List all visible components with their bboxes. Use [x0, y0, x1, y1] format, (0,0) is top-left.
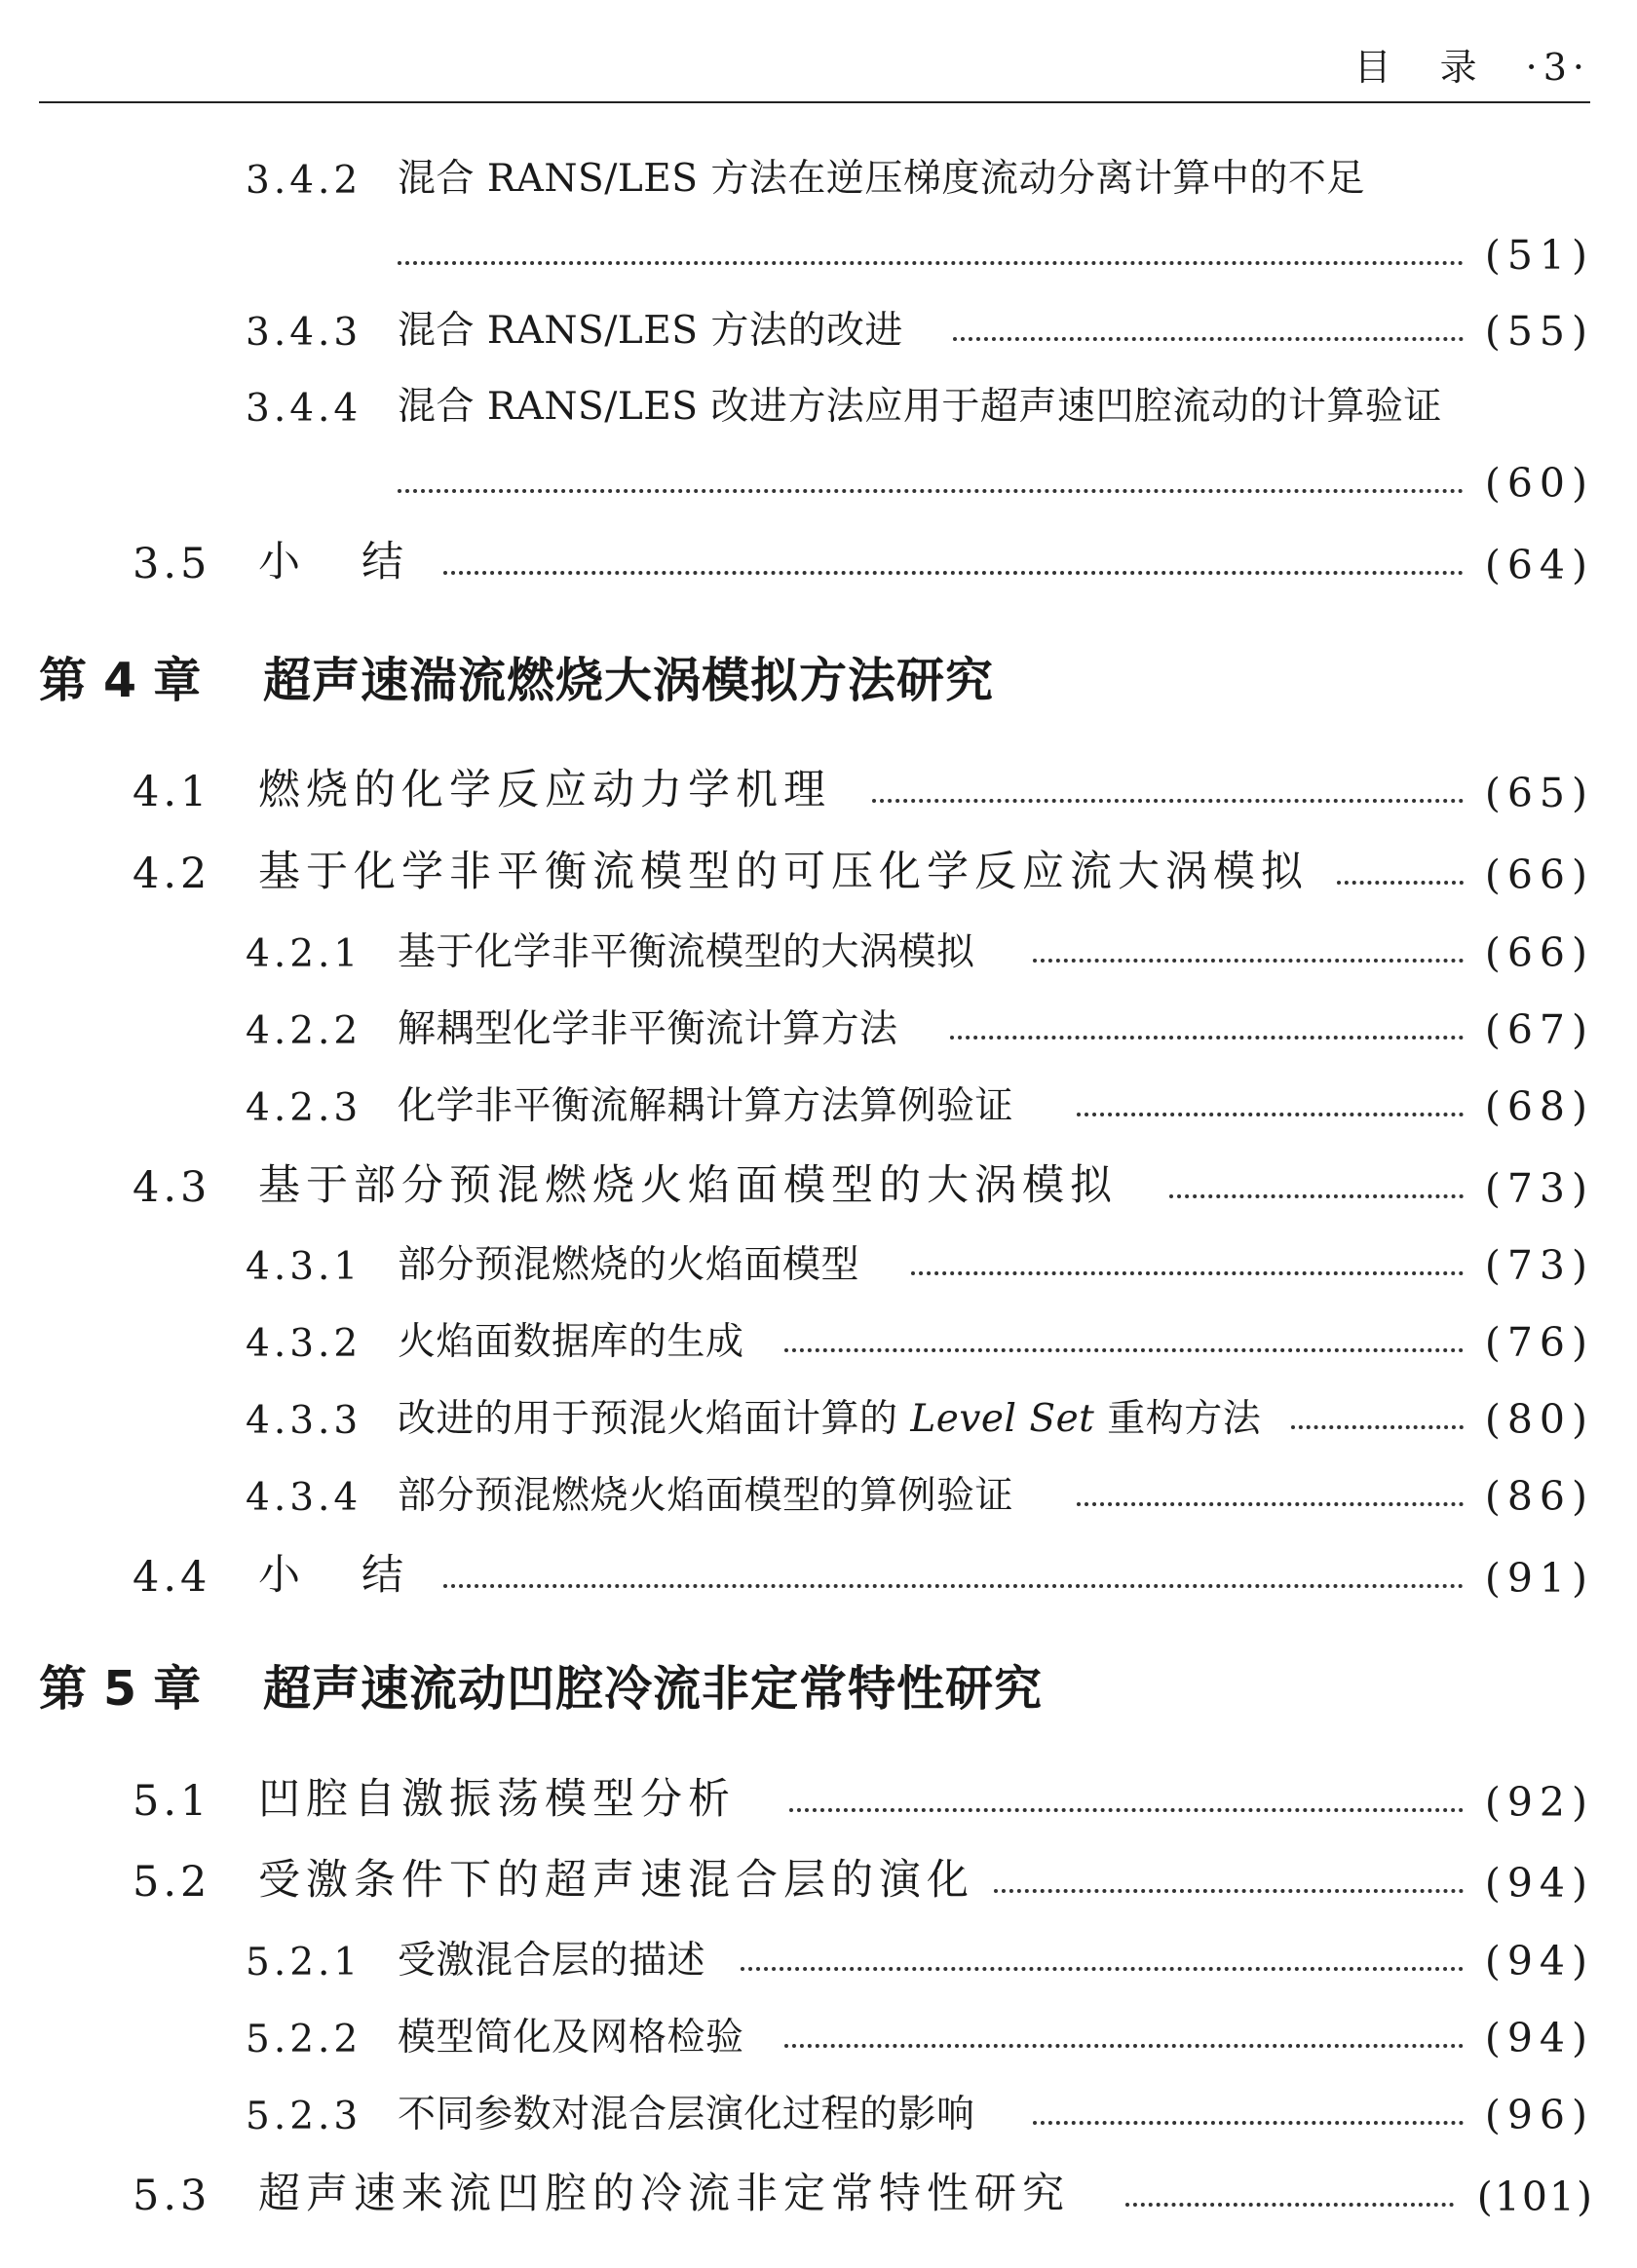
dot-leader: [872, 799, 1464, 803]
toc-entry[interactable]: [0, 2166, 1637, 2220]
dot-leader: [950, 1036, 1464, 1040]
entry-number: 4.1: [133, 768, 211, 816]
entry-number: 3.4.4: [246, 387, 362, 431]
page-number: (86): [1484, 1473, 1594, 1520]
entry-title-part: 重构方法: [1094, 1397, 1262, 1441]
dot-leader: [1077, 1502, 1464, 1506]
entry-number: 4.2.2: [246, 1009, 362, 1053]
toc-entry[interactable]: [0, 534, 1637, 588]
toc-entry[interactable]: [0, 762, 1637, 816]
dot-leader: [1077, 1113, 1464, 1116]
page-number: (64): [1484, 542, 1594, 588]
page-number: (92): [1484, 1779, 1594, 1826]
toc-entry[interactable]: [0, 999, 1637, 1053]
entry-title: 化学非平衡流解耦计算方法算例验证: [398, 1084, 1014, 1128]
dot-leader: [398, 261, 1464, 265]
chapter-title: 超声速流动凹腔冷流非定常特性研究: [263, 1661, 1044, 1717]
dot-leader: [784, 2044, 1464, 2048]
dot-leader: [911, 1271, 1464, 1275]
entry-title: 部分预混燃烧的火焰面模型: [398, 1243, 860, 1287]
entry-title: 凹腔自激振荡模型分析: [258, 1775, 736, 1824]
entry-title: 混合 RANS/LES 方法的改进: [398, 309, 903, 353]
entry-title-part: 改进的用于预混火焰面计算的: [398, 1397, 911, 1441]
toc-entry[interactable]: [0, 2084, 1637, 2138]
entry-number: 3.5: [133, 540, 211, 588]
toc-entry[interactable]: [0, 844, 1637, 898]
entry-title: 受激混合层的描述: [398, 1939, 706, 1983]
page-number: (94): [1484, 1938, 1594, 1984]
dot-leader: [1033, 2121, 1464, 2125]
toc-entry[interactable]: [0, 1234, 1637, 1289]
dot-leader: [1125, 2203, 1454, 2207]
entry-number: 4.3.2: [246, 1322, 362, 1366]
entry-title: 混合 RANS/LES 方法在逆压梯度流动分离计算中的不足: [398, 157, 1365, 201]
chapter-heading[interactable]: [39, 1651, 1043, 1720]
page-number: (73): [1484, 1242, 1594, 1289]
entry-number: 3.4.3: [246, 311, 362, 355]
page-number: (55): [1484, 308, 1594, 355]
toc-entry[interactable]: [0, 1076, 1637, 1130]
header-rule: [39, 101, 1590, 103]
entry-number: 3.4.2: [246, 159, 362, 203]
toc-entry[interactable]: [0, 376, 1637, 431]
entry-title: [398, 1388, 1261, 1443]
toc-entry[interactable]: [0, 1852, 1637, 1907]
page-number: (68): [1484, 1083, 1594, 1130]
entry-number: 4.2.3: [246, 1086, 362, 1130]
entry-title: 基于化学非平衡流模型的可压化学反应流大涡模拟: [258, 848, 1309, 896]
chapter-number: 第 4 章: [39, 653, 202, 708]
page-number: (96): [1484, 2092, 1594, 2138]
page-number: (76): [1484, 1319, 1594, 1366]
toc-entry[interactable]: [0, 1311, 1637, 1366]
toc-entry[interactable]: [0, 148, 1637, 203]
page-number: (65): [1484, 770, 1594, 816]
dot-leader: [443, 571, 1464, 575]
entry-title: 基于化学非平衡流模型的大涡模拟: [398, 930, 975, 974]
dot-leader: [784, 1348, 1464, 1352]
entry-title: 部分预混燃烧火焰面模型的算例验证: [398, 1474, 1014, 1518]
page-number: (66): [1484, 929, 1594, 976]
entry-number: 5.2.3: [246, 2095, 362, 2138]
dot-leader: [398, 489, 1464, 493]
dot-leader: [994, 1889, 1464, 1893]
page-number: (67): [1484, 1006, 1594, 1053]
entry-title: 解耦型化学非平衡流计算方法: [398, 1007, 898, 1051]
toc-entry[interactable]: [0, 2007, 1637, 2061]
dot-leader: [741, 1967, 1464, 1971]
entry-number: 4.3.1: [246, 1245, 362, 1289]
entry-number: 5.3: [133, 2172, 211, 2220]
page-number: (94): [1484, 2015, 1594, 2061]
entry-number: 5.1: [133, 1777, 211, 1826]
entry-title: 超声速来流凹腔的冷流非定常特性研究: [258, 2170, 1070, 2218]
entry-title: 混合 RANS/LES 改进方法应用于超声速凹腔流动的计算验证: [398, 385, 1442, 429]
toc-entry[interactable]: [0, 1547, 1637, 1602]
entry-number: 4.4: [133, 1553, 211, 1602]
dot-leader: [1337, 881, 1464, 885]
page-number: (101): [1476, 2174, 1594, 2220]
toc-entry[interactable]: [0, 1388, 1637, 1443]
entry-number: 4.3.3: [246, 1399, 362, 1443]
toc-entry[interactable]: [0, 1771, 1637, 1826]
entry-number: 4.2: [133, 850, 211, 898]
page-number: (66): [1484, 851, 1594, 898]
entry-number: 5.2: [133, 1858, 211, 1907]
entry-title: 小 结: [258, 538, 413, 586]
entry-number: 5.2.2: [246, 2018, 362, 2061]
chapter-title: 超声速湍流燃烧大涡模拟方法研究: [263, 653, 995, 708]
page-number: (51): [1484, 232, 1594, 279]
dot-leader: [443, 1584, 1464, 1588]
toc-entry-continuation[interactable]: [0, 224, 1637, 279]
page-number: (73): [1484, 1165, 1594, 1212]
chapter-heading[interactable]: [39, 643, 994, 711]
toc-entry[interactable]: [0, 1465, 1637, 1520]
entry-title: 火焰面数据库的生成: [398, 1320, 744, 1364]
page-number: (91): [1484, 1555, 1594, 1602]
dot-leader: [953, 337, 1464, 341]
entry-number: 4.3.4: [246, 1476, 362, 1520]
entry-number: 5.2.1: [246, 1941, 362, 1984]
dot-leader: [1291, 1425, 1464, 1429]
page-number: (94): [1484, 1860, 1594, 1907]
entry-title: 燃烧的化学反应动力学机理: [258, 766, 831, 814]
entry-title: 基于部分预混燃烧火焰面模型的大涡模拟: [258, 1161, 1118, 1210]
entry-number: 4.2.1: [246, 932, 362, 976]
entry-title: 不同参数对混合层演化过程的影响: [398, 2093, 975, 2136]
toc-entry[interactable]: [0, 922, 1637, 976]
dot-leader: [1033, 959, 1464, 963]
chapter-number: 第 5 章: [39, 1661, 202, 1717]
entry-title-italic: Level Set: [910, 1397, 1095, 1441]
dot-leader: [789, 1808, 1464, 1812]
dot-leader: [1169, 1194, 1464, 1198]
toc-entry[interactable]: [0, 300, 1637, 355]
entry-number: 4.3: [133, 1163, 211, 1212]
entry-title: 受激条件下的超声速混合层的演化: [258, 1856, 974, 1905]
toc-entry-continuation[interactable]: [0, 452, 1637, 507]
toc-entry[interactable]: [0, 1930, 1637, 1984]
entry-title: 模型简化及网格检验: [398, 2016, 744, 2060]
page-number: (80): [1484, 1396, 1594, 1443]
entry-title: 小 结: [258, 1551, 413, 1600]
page-header: 目 录 ·3·: [1353, 46, 1590, 89]
page-number: (60): [1484, 460, 1594, 507]
toc-entry[interactable]: [0, 1157, 1637, 1212]
